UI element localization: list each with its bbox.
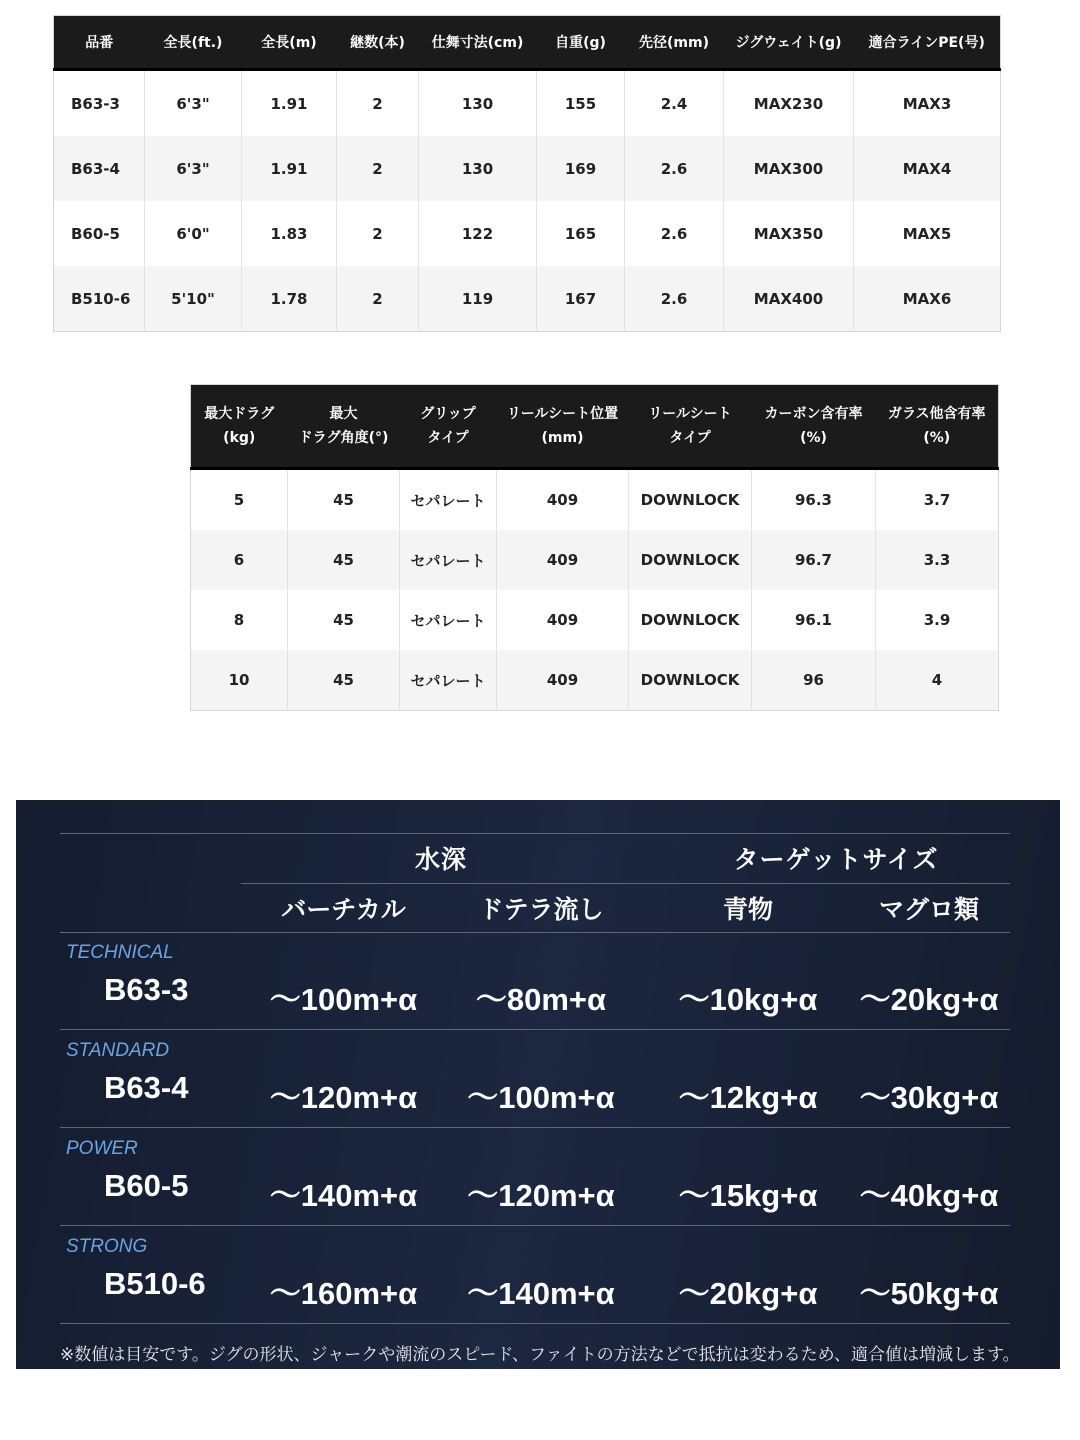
table-cell: 6 [191,530,288,590]
table-cell: DOWNLOCK [629,590,752,650]
value-cell: ～50kg+α [859,1276,999,1311]
table-cell: 2.4 [625,70,724,137]
header-cell [288,385,400,469]
table-cell: 45 [288,530,400,590]
table-cell: 1.83 [242,201,337,266]
table-cell: 165 [537,201,625,266]
table-cell: セパレート [400,469,497,531]
table-cell: MAX230 [724,70,854,137]
table-cell: B510-6 [54,266,145,332]
table-cell: 2.6 [625,266,724,332]
header-cell: 全長(ft.) [145,16,242,70]
header-line: グリップ [420,406,476,422]
table-cell: 96 [752,650,876,711]
row-tag: POWER [66,1138,138,1159]
header-line: リールシート位置 [506,406,619,422]
table-row [191,590,999,650]
divider [60,833,1010,834]
table-cell: 3.9 [876,590,999,650]
table-cell: 8 [191,590,288,650]
table-row [191,650,999,711]
table-cell: B60-5 [54,201,145,266]
table-cell: MAX300 [724,136,854,201]
divider [60,1029,1010,1030]
table-cell: 45 [288,650,400,711]
model-name: B60-5 [104,1168,189,1203]
table-cell: 45 [288,469,400,531]
table-cell: DOWNLOCK [629,530,752,590]
divider [60,932,1010,933]
model-name: B63-3 [104,972,189,1007]
table-cell: 45 [288,590,400,650]
table-cell: セパレート [400,530,497,590]
table-row [191,530,999,590]
value-cell: ～30kg+α [859,1080,999,1115]
row-tag: STRONG [66,1236,148,1257]
table-cell: 6'3" [145,70,242,137]
table-cell: 6'3" [145,136,242,201]
table-cell: MAX400 [724,266,854,332]
value-cell: ～20kg+α [678,1276,818,1311]
header-cell: 仕舞寸法(cm) [419,16,537,70]
table-cell: MAX6 [854,266,1001,332]
header-line: ガラス他含有率 [887,406,986,422]
header-cell [191,385,288,469]
divider [241,883,1010,884]
table-cell: 155 [537,70,625,137]
header-cell: 継数(本) [337,16,419,70]
value-cell: ～100m+α [467,1080,615,1115]
header-cell: 品番 [54,16,145,70]
table-cell: 409 [497,530,629,590]
table-cell: 119 [419,266,537,332]
sub-header-tuna: マグロ類 [878,895,979,924]
header-line: 最大 [329,406,358,422]
model-name: B510-6 [104,1266,206,1301]
table-cell: 3.3 [876,530,999,590]
table-row [54,266,1001,332]
table-cell: 1.91 [242,70,337,137]
table-cell: 167 [537,266,625,332]
table-cell: DOWNLOCK [629,650,752,711]
table-cell: セパレート [400,650,497,711]
divider [60,1323,1010,1324]
header-cell: 全長(m) [242,16,337,70]
value-cell: ～80m+α [475,982,607,1017]
header-cell [497,385,629,469]
table-cell: 130 [419,136,537,201]
table-cell: 96.1 [752,590,876,650]
value-cell: ～20kg+α [859,982,999,1017]
table-row [191,469,999,531]
table-cell: 10 [191,650,288,711]
table-row [54,70,1001,137]
row-tag: TECHNICAL [66,942,174,963]
value-cell: ～12kg+α [678,1080,818,1115]
header-line: タイプ [669,430,711,446]
header-cell: 適合ラインPE(号) [854,16,1001,70]
table-cell: 96.3 [752,469,876,531]
table-cell: 2.6 [625,136,724,201]
table-cell: 130 [419,70,537,137]
usage-guide-panel [16,800,1060,1369]
table-cell: 4 [876,650,999,711]
spec-table-1-header-row [54,16,1001,70]
header-cell [629,385,752,469]
table-cell: 122 [419,201,537,266]
table-cell: 96.7 [752,530,876,590]
header-line: (%) [800,430,827,446]
value-cell: ～40kg+α [859,1178,999,1213]
value-cell: ～120m+α [269,1080,418,1115]
value-cell: ～140m+α [269,1178,418,1213]
table-cell: MAX5 [854,201,1001,266]
table-cell: 5'10" [145,266,242,332]
table-cell: B63-3 [54,70,145,137]
sub-header-bluefish: 青物 [722,895,773,924]
table-cell: 2 [337,136,419,201]
table-cell: 409 [497,650,629,711]
footnote: ※数値は目安です。ジグの形状、ジャークや潮流のスピード、ファイトの方法などで抵抗は変わるため、適合値は増減します。 [60,1345,1020,1365]
header-cell: ジグウェイト(g) [724,16,854,70]
table-cell: 2.6 [625,201,724,266]
header-line: カーボン含有率 [764,406,863,422]
header-cell [752,385,876,469]
spec-table-2-header-row [191,385,999,469]
header-cell [400,385,497,469]
header-line: ドラグ角度(°) [298,430,389,446]
table-cell: 2 [337,70,419,137]
value-cell: ～120m+α [467,1178,615,1213]
divider [60,1225,1010,1226]
table-cell: B63-4 [54,136,145,201]
row-tag: STANDARD [66,1040,170,1061]
value-cell: ～140m+α [467,1276,615,1311]
table-row [54,136,1001,201]
table-cell: MAX4 [854,136,1001,201]
header-line: (%) [923,430,951,446]
header-line: (kg) [223,430,256,446]
table-cell: 1.91 [242,136,337,201]
header-cell [876,385,999,469]
divider [60,1127,1010,1128]
value-cell: ～15kg+α [678,1178,818,1213]
value-cell: ～10kg+α [678,982,818,1017]
model-name: B63-4 [104,1070,189,1105]
value-cell: ～100m+α [269,982,418,1017]
table-cell: 409 [497,469,629,531]
header-line: (mm) [541,430,584,446]
header-line: 最大ドラグ [204,406,275,422]
table-cell: 2 [337,266,419,332]
table-cell: セパレート [400,590,497,650]
table-cell: 169 [537,136,625,201]
table-cell: 3.7 [876,469,999,531]
value-cell: ～160m+α [269,1276,418,1311]
table-cell: MAX350 [724,201,854,266]
table-cell: 6'0" [145,201,242,266]
sub-header-vertical: バーチカル [281,895,406,924]
header-line: タイプ [427,430,469,446]
table-cell: DOWNLOCK [629,469,752,531]
group-header-depth: 水深 [414,845,467,874]
table-cell: 5 [191,469,288,531]
table-cell: 409 [497,590,629,650]
header-cell: 先径(mm) [625,16,724,70]
table-row [54,201,1001,266]
spec-table-1 [53,15,1001,332]
table-cell: 2 [337,201,419,266]
table-cell: 1.78 [242,266,337,332]
header-cell: 自重(g) [537,16,625,70]
spec-table-2 [190,384,999,711]
group-header-target-size: ターゲットサイズ [733,845,939,874]
sub-header-dotera: ドテラ流し [478,895,604,924]
table-cell: MAX3 [854,70,1001,137]
header-line: リールシート [648,406,732,422]
